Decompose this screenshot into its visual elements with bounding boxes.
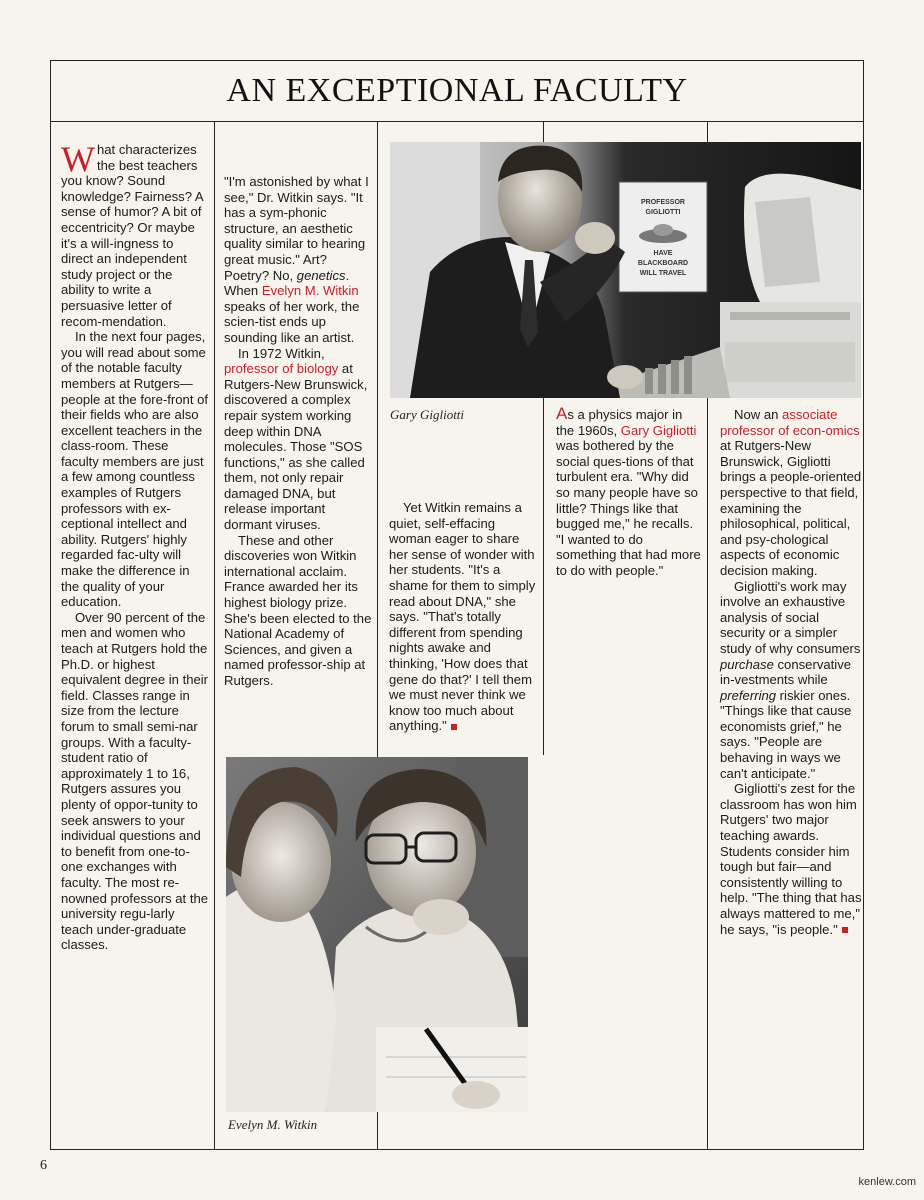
title-highlight: associate professor of econ-omics <box>720 407 860 438</box>
initial-cap: A <box>556 404 568 423</box>
column-rule <box>543 122 544 142</box>
page-number: 6 <box>40 1158 47 1173</box>
paragraph: Yet Witkin remains a quiet, self-effacing woman eager to share her sense of wonder with her students. "It's a shame for them to simply read about DNA," she says. "That's totally different from spending nights awake and thinking, 'How does that gene do that?' I tell them we must never think we know too much about anything." <box>389 500 536 734</box>
photo-evelyn-witkin <box>226 757 528 1112</box>
column-rule <box>214 122 215 1150</box>
paragraph: Gigliotti's work may involve an exhaustive analysis of social security or a simpler study of why consumers purchase conservative in-vestments while preferring riskier ones. "Things like that cause economists grief," he says. "People are behaving in ways we can't anticipate." <box>720 578 861 781</box>
column-3 <box>389 500 539 734</box>
sign-line: BLACKBOARD <box>637 260 689 267</box>
paragraph: In 1972 Witkin, professor of biology at Rutgers-New Brunswick, discovered a complex repair system working deep within DNA molecules. Those "SOS functions," as she called them, not only repair damaged DNA, but release important dormant viruses. <box>224 345 368 533</box>
paragraph: As a physics major in the 1960s, Gary Gigliotti was bothered by the social ques-tions of that turbulent era. "Why did so many people have so little? Things like that bugged me," he recalls. "I wanted to do something that had more to do with people." <box>556 404 701 578</box>
sign-line: GIGLIOTTI <box>645 209 681 216</box>
name-highlight: Gary Gigliotti <box>620 422 697 438</box>
photo-gary-gigliotti <box>390 142 861 398</box>
column-rule <box>543 397 544 755</box>
photo-caption: Gary Gigliotti <box>390 407 465 422</box>
end-mark <box>842 927 848 933</box>
title-highlight: professor of biology <box>224 361 339 377</box>
sign-line: HAVE <box>653 250 673 257</box>
column-4 <box>556 404 704 579</box>
column-rule <box>707 397 708 1150</box>
paragraph: Gigliotti's zest for the classroom has won him Rutgers' two major teaching awards. Students consider him tough but fair—and consistently willing to help. "The thing that has always mattered to me," he says, "is people." <box>720 781 862 937</box>
photo-caption: Evelyn M. Witkin <box>228 1117 318 1132</box>
page-title: AN EXCEPTIONAL FACULTY <box>226 71 688 109</box>
sign-line: PROFESSOR <box>641 199 685 206</box>
column-2 <box>224 174 374 689</box>
intro-paragraph: What characterizes the best teachers you know? Sound knowledge? Fairness? A sense of humor? A bit of eccentricity? Or maybe it's a will-ingness to direct an independent study project or the ability to write a persuasive letter of recom-mendation. <box>61 139 203 329</box>
paragraph: Over 90 percent of the men and women who teach at Rutgers hold the Ph.D. or highest equivalent degree in their field. Classes range in size from the lecture forum to small semi-nar groups. With a faculty-student ratio of approximately 1 to 16, Rutgers assures you plenty of oppor-tunity to seek answers to your individual questions and to benefit from one-to-one exchanges with faculty. The most re-nowned professors at the university regu-larly teach under-graduate classes. <box>61 609 209 953</box>
paragraph: "I'm astonished by what I see," Dr. Witkin says. "It has a sym-phonic structure, an aesthetic quality similar to hearing great music." Art? Poetry? No, genetics. When Evelyn M. Witkin speaks of her work, the scien-tist ends up sounding like an artist. <box>224 174 369 345</box>
title-bar <box>50 60 864 122</box>
photo-gary-gigliotti-image <box>390 142 861 398</box>
paragraph: These and other discoveries won Witkin international acclaim. France awarded her its highest biology prize. She's been elected to the National Academy of Sciences, and given a named professor-ship at Rutgers. <box>224 532 372 688</box>
name-highlight: Evelyn M. Witkin <box>261 283 359 299</box>
watermark: kenlew.com <box>858 1176 916 1188</box>
sign-line: WILL TRAVEL <box>639 270 687 277</box>
paragraph: Now an associate professor of econ-omics at Rutgers-New Brunswick, Gigliotti brings a people-oriented perspective to that field, examining the philosophical, political, and psy-chological aspects of economic decision making. <box>720 407 862 578</box>
paragraph: In the next four pages, you will read about some of the notable faculty members at Rutgers—people at the fore-front of their fields who are also excellent teachers in the class-room. These faculty members are just a few among countless examples of Rutgers professors with ex-ceptional intellect and ability. Rutgers' highly regarded fac-ulty will make the difference in the quality of your education. <box>61 329 209 610</box>
drop-cap: W <box>61 139 95 179</box>
column-1 <box>61 139 209 953</box>
column-5 <box>720 407 866 937</box>
end-mark <box>451 724 457 730</box>
photo-evelyn-witkin-image <box>226 757 528 1112</box>
column-rule <box>707 122 708 142</box>
